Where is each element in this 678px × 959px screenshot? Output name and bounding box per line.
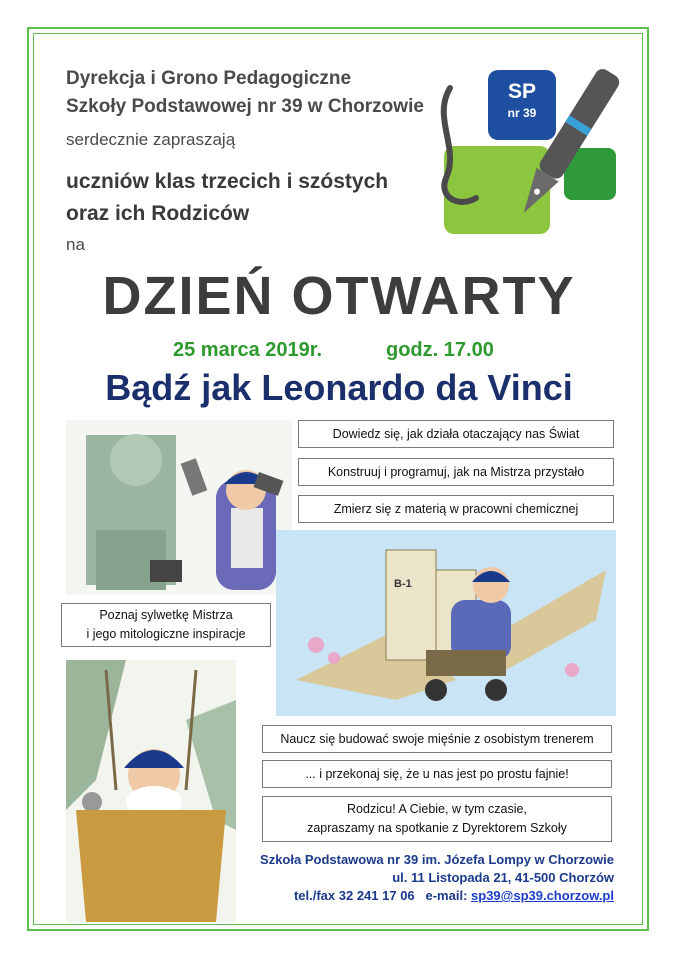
school-logo: [430, 58, 622, 240]
footer-email-label: e-mail:: [425, 888, 468, 903]
footer-email-link[interactable]: sp39@sp39.chorzow.pl: [471, 888, 614, 903]
header-line-6: na: [66, 235, 85, 254]
info-box-program: Konstruuj i programuj, jak na Mistrza przystało: [298, 458, 614, 486]
logo-nr-text: nr 39: [507, 106, 537, 120]
footer-phone: tel./fax 32 241 17 06: [293, 888, 415, 903]
info-box-world: Dowiedz się, jak działa otaczający nas Świat: [298, 420, 614, 448]
header-line-5: oraz ich Rodziców: [66, 202, 250, 225]
basket-cartoon: [66, 660, 236, 922]
info-box-parents-line2: zapraszamy na spotkanie z Dyrektorem Szkoły: [307, 821, 567, 835]
logo-sp-text: SP: [507, 80, 536, 103]
flying-machine-cartoon: [276, 530, 616, 716]
info-box-master-line1: Poznaj sylwetkę Mistrza: [99, 608, 233, 623]
footer-address: ul. 11 Listopada 21, 41-500 Chorzów: [392, 870, 614, 885]
info-box-master-line2: i jego mitologiczne inspiracje: [86, 627, 246, 641]
header-line-4: uczniów klas trzecich i szóstych: [66, 170, 389, 193]
info-box-master: [61, 603, 271, 647]
info-box-fun: ... i przekonaj się, że u nas jest po prostu fajnie!: [262, 760, 612, 788]
event-date: 25 marca 2019r.: [173, 339, 323, 361]
info-box-muscles: Naucz się budować swoje mięśnie z osobistym trenerem: [262, 725, 612, 753]
plane-label: B-1: [394, 578, 412, 590]
sculptor-cartoon: [66, 420, 292, 595]
header-line-2: Szkoły Podstawowej nr 39 w Chorzowie: [66, 96, 424, 117]
info-box-parents-line1: Rodzicu! A Ciebie, w tym czasie,: [347, 802, 527, 817]
event-title: DZIEŃ OTWARTY: [102, 266, 576, 326]
footer-contact: [294, 888, 614, 903]
header-line-1: Dyrekcja i Grono Pedagogiczne: [66, 68, 352, 89]
event-time: godz. 17.00: [386, 339, 494, 361]
info-box-chemistry: Zmierz się z materią w pracowni chemicznej: [298, 495, 614, 523]
header-line-3: serdecznie zapraszają: [66, 130, 236, 149]
info-box-parents: [262, 796, 612, 842]
event-motto: Bądź jak Leonardo da Vinci: [105, 367, 573, 408]
footer-school-name: Szkoła Podstawowa nr 39 im. Józefa Lompy w Chorzowie: [260, 852, 614, 867]
